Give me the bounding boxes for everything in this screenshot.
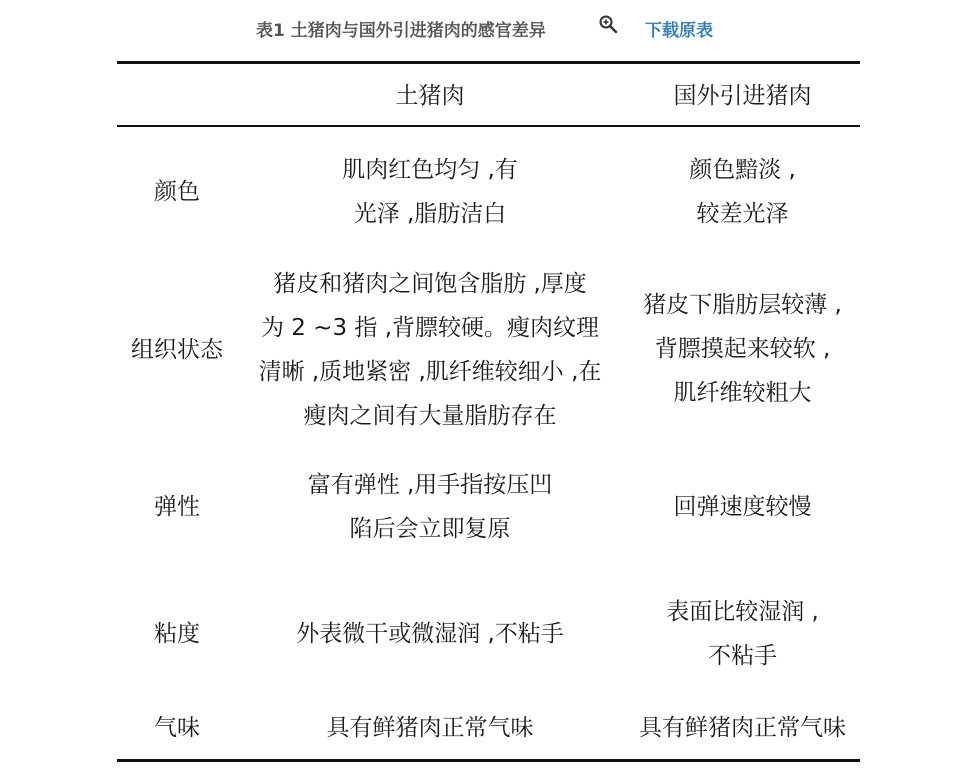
imported-pork-elasticity-cell [625, 462, 860, 552]
cell-line: 外表微干或微湿润 ,不粘手 [296, 621, 564, 647]
cell-line: 光泽 ,脂肪洁白 [353, 201, 507, 227]
local-pork-smell-cell [232, 706, 628, 750]
cell-line: 清晰 ,质地紧密 ,肌纤维较细小 ,在 [258, 359, 602, 385]
cell-line: 不粘手 [708, 643, 777, 669]
cell-line: 背膘摸起来较软 , [654, 336, 831, 362]
cell-line: 具有鲜猪肉正常气味 [639, 715, 846, 741]
cell-line: 肌肉红色均匀 ,有 [342, 157, 518, 183]
row-label-viscosity: 粘度 [154, 621, 200, 647]
imported-pork-smell-cell [625, 706, 860, 750]
imported-pork-texture-cell [625, 282, 860, 416]
cell-line: 瘦肉之间有大量脂肪存在 [303, 403, 557, 429]
cell-line: 为 2 ~3 指 ,背膘较硬。瘦肉纹理 [260, 315, 600, 341]
row-label-elasticity: 弹性 [154, 494, 200, 520]
row-label-color: 颜色 [154, 179, 200, 205]
cell-line: 颜色黯淡 , [689, 157, 796, 183]
row-label-texture: 组织状态 [131, 337, 223, 363]
table-header-rule [117, 125, 860, 127]
download-original-table-link[interactable]: 下载原表 [645, 21, 713, 41]
cell-line: 陷后会立即复原 [349, 516, 511, 542]
local-pork-elasticity-cell [232, 462, 628, 552]
table-caption-bar [0, 12, 960, 42]
cell-line: 回弹速度较慢 [673, 494, 812, 520]
row-label-smell: 气味 [154, 715, 200, 741]
table-bottom-rule [117, 759, 860, 762]
zoom-in-icon[interactable] [598, 14, 620, 36]
cell-line: 肌纤维较粗大 [673, 380, 812, 406]
imported-pork-viscosity-cell [625, 588, 860, 680]
table-caption-title: 表1 土猪肉与国外引进猪肉的感官差异 [256, 21, 546, 41]
cell-line: 表面比较湿润 , [666, 599, 819, 625]
cell-line: 猪皮下脂肪层较薄 , [643, 292, 842, 318]
cell-line: 具有鲜猪肉正常气味 [326, 715, 534, 741]
cell-line: 较差光泽 [696, 201, 789, 227]
table-top-rule [117, 61, 860, 64]
local-pork-texture-cell [232, 260, 628, 440]
local-pork-color-cell [232, 146, 628, 238]
imported-pork-color-cell [625, 146, 860, 238]
column-header-local-pork: 土猪肉 [395, 83, 465, 109]
column-header-imported-pork: 国外引进猪肉 [673, 83, 812, 109]
local-pork-viscosity-cell [232, 588, 628, 680]
cell-line: 富有弹性 ,用手指按压凹 [307, 472, 553, 498]
cell-line: 猪皮和猪肉之间饱含脂肪 ,厚度 [273, 271, 587, 297]
